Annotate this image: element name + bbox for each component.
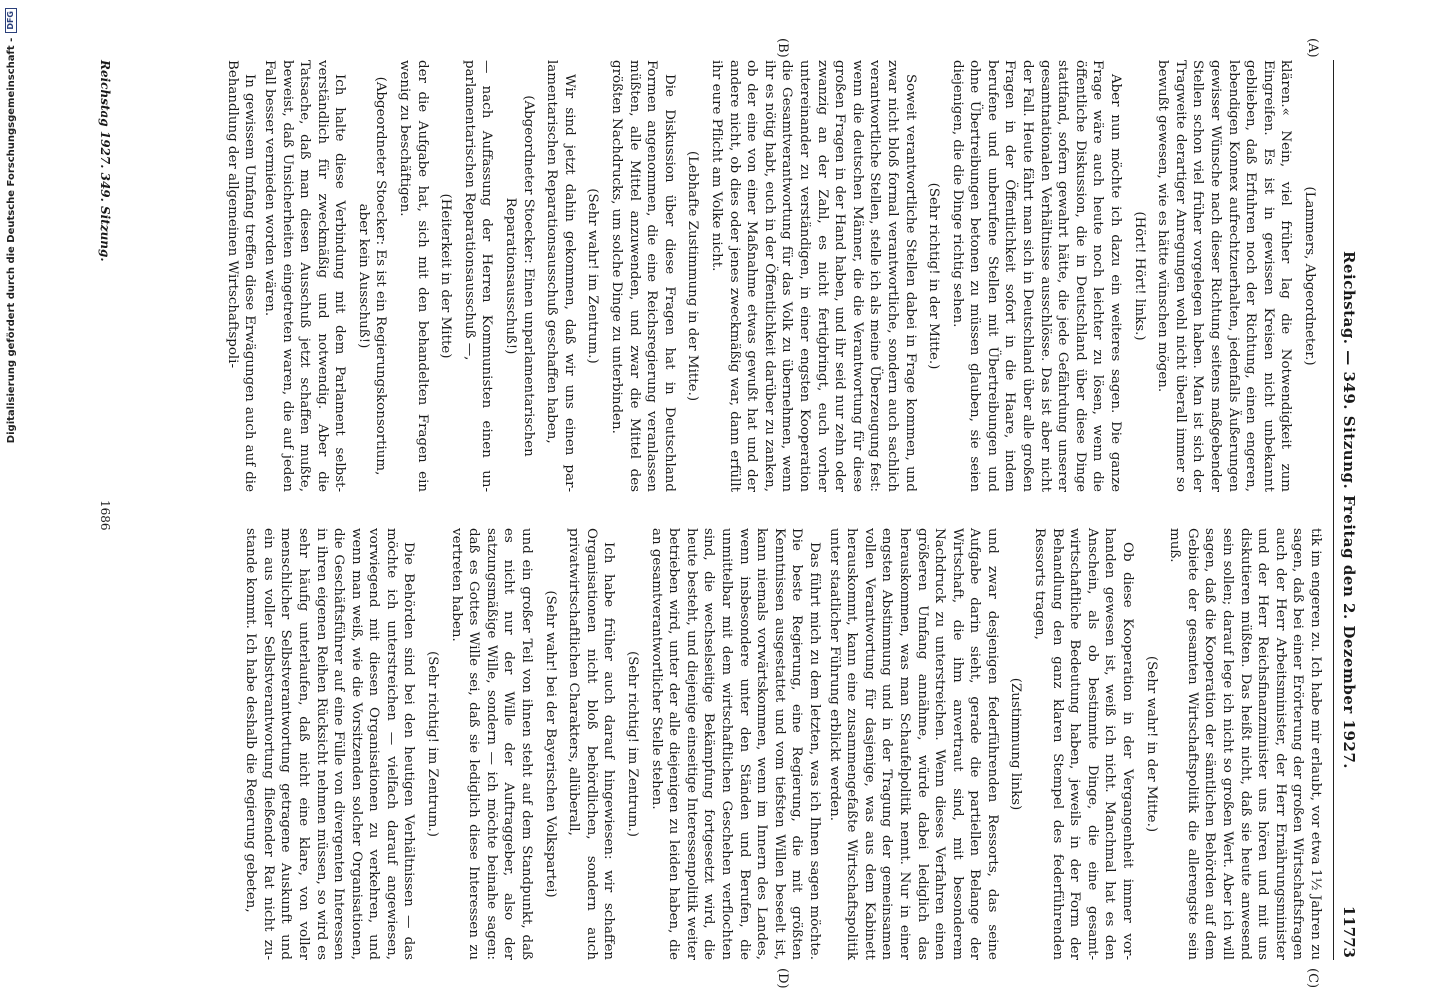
- page-title: Reichstag. — 349. Sitzung. Freitag den 2. Dezember 1927.: [1340, 250, 1358, 769]
- interjection: (Abgeordneter Stoecker: Es ist ein Regierungskonsortium, aber kein Ausschuß!): [355, 76, 389, 476]
- page-header: [1333, 60, 1360, 960]
- interjection: (Sehr wahr! im Zentrum.): [585, 188, 601, 364]
- footer-session: Reichstag 1927. 349. Sitzung.: [98, 60, 112, 262]
- paragraph: Ich habe früher auch darauf hingewiesen: wir schaffen Organisationen nicht bloß behördlichen, sondern auch privatwirtschaftlichen Charakters, allüberall,: [566, 528, 617, 960]
- paragraph: und zwar desjenigen federführenden Ressorts, das seine Aufgabe darin sieht, gerade die partiellen Belange der Wirtschaft, die ihm anvertraut sind, mit besonderem Nachdruck zu unterstreichen. Wenn dieses Verfahren einen größeren Umfang annähme, würde dabei lediglich das herauskommen, was man Schaufelpolitik nennt. Nur in einer engsten Abstimmung und in der Tragung der gemeinsamen vollen Verantwortung für dasjenige, was aus dem Kabinett herauskommt, kann eine zusammengefaßte Wirtschaftspolitik unter staatlicher Führung erblickt werden.: [826, 528, 1000, 960]
- paragraph: und ein großer Teil von ihnen steht auf dem Standpunkt, daß es nicht nur der Wille der Auftraggeber, also der satzungsmäßige Wille, sondern — ich möchte beinahe sagen: daß es Gottes Wille sei, daß sie lediglich diese Interessen zu vertreten haben.: [448, 528, 535, 960]
- interjection: (Lammers, Abgeordneter.): [1302, 186, 1317, 366]
- paragraph: Das führt mich zu dem letzten, was ich Ihnen sagen möchte. Die beste Regierung, eine Regierung, die mit größten Kenntnissen ausgestattet und vom tiefsten Willen beseelt ist, kann niemals vorwärtskommen, wenn im Innern des Landes, wenn insbesondere unter den Ständen und Berufen, die unmittelbar mit dem wirtschaftlichen Geschehen verflochten sind, die wechselseitige Bekämpfung fortgesetzt wird, die heute besteht, und diejenige einseitige Interessenpolitik weiter betrieben wird, unter der alle diejenigen zu leiden haben, die an gesamtverantwortlicher Stelle stehen.: [648, 528, 822, 960]
- interjection: (Sehr richtig! im Zentrum.): [425, 651, 441, 837]
- margin-mark-b: (B): [775, 38, 790, 58]
- paragraph: — nach Auffassung der Herren Kommunisten einen unparlamentarischen Reparationsausschuß —,: [461, 60, 495, 492]
- digitization-credit: [2, 0, 20, 1000]
- interjection: (Hört! Hört! links.): [1131, 211, 1147, 341]
- paragraph: Ob diese Kooperation in der Vergangenheit immer vorhanden gewesen ist, weiß ich nicht. Manchmal hat es den Anschein, als ob bestimmte Dinge, die eine gesamtwirtschaftliche Bedeutung haben, jeweils in der Form der Behandlung den ganz klaren Stempel des federführenden Ressorts tragen,: [1032, 528, 1136, 960]
- interjection: (Sehr richtig! in der Mitte.): [926, 182, 942, 370]
- scanned-page: [90, 38, 1360, 989]
- interjection: (Abgeordneter Stoecker: Einen unparlamentarischen Reparationsausschuß!): [503, 95, 536, 457]
- paragraph: der die Aufgabe hat, sich mit den behandelten Fragen ein wenig zu beschäftigen.: [397, 60, 430, 492]
- interjection: (Zustimmung links): [1008, 677, 1024, 811]
- footer-number: 1686: [98, 500, 112, 531]
- paragraph: In gewissem Umfang treffen diese Erwägungen auch auf die Behandlung der allgemeinen Wirtschaftspoli-: [224, 60, 258, 492]
- margin-mark-d: (D): [775, 968, 790, 989]
- margin-mark-a: (A): [1305, 38, 1320, 58]
- paragraph: tik im engeren zu. Ich habe mir erlaubt, vor etwa 1½ Jahren zu sagen, daß bei einer Erörterung der großen Wirtschaftsfragen auch der Herr Arbeitsminister, der Herr Ernährungsminister und der Herr Reichsfinanzminister uns hören und mit uns diskutieren müßten. Das heißt nicht, daß sie heute anwesend sein sollen; darauf lege ich nicht so großen Wert. Aber ich will sagen, daß die Kooperation der sämtlichen Behörden auf dem Gebiete der gesamten Wirtschaftspolitik die allerengste sein muß.: [1167, 528, 1323, 960]
- interjection: (Lebhafte Zustimmung in der Mitte.): [685, 150, 701, 402]
- left-column: [124, 60, 1324, 492]
- interjection: (Heiterkeit in der Mitte): [438, 193, 454, 359]
- paragraph: Ich halte diese Verbindung mit dem Parlament selbstverständlich für zweckmäßig und notwendig. Aber die Tatsache, daß man diesen Ausschuß jetzt schaffen mußte, beweist, daß Unsicherheiten eingetreten waren, die auf jeden Fall besser vermieden worden wären.: [261, 60, 348, 492]
- dfg-logo: DFG: [5, 8, 17, 33]
- paragraph: Soweit verantwortliche Stellen dabei in Frage kommen, und zwar nicht bloß formal verantwortliche, sondern auch sachlich verantwortliche Stellen, stelle ich als meine Überzeugung fest: wenn die deutschen Männer, die die Verantwortung für diese großen Fragen in der Hand haben, und ihr seid nur zehn oder zwanzig an der Zahl, es nicht fertigbringt, euch vorher untereinander zu verständigen, in einer engsten Kooperation die Gesamtverantwortung für das Volk zu übernehmen, wenn ihr es nötig habt, euch in der Öffentlichkeit darüber zu zanken, ob der eine von einer Maßnahme etwas gewußt hat und der andere nicht, ob dies oder jenes zweckmäßig war, dann erfüllt ihr eure Pflicht am Volke nicht.: [709, 60, 918, 492]
- interjection: (Sehr richtig! im Zentrum.): [625, 651, 641, 837]
- paragraph: Die Behörden sind bei den heutigen Verhältnissen — das möchte ich unterstreichen — vielfach darauf angewiesen, vorwiegend mit diesen Organisationen zu verkehren, und wenn man weiß, wie die Vorsitzenden solcher Organisationen, die Geschäftsführer auf eine Fülle von divergenten Interessen in ihren eigenen Reihen Rücksicht nehmen müssen, so wird es sehr häufig unterlaufen, daß nicht eine klare, von voller menschlicher Selbstverantwortung getragene Auskunft und ein aus voller Selbstverantwortung fließender Rat nicht zustande kommt. Ich habe deshalb die Regierung gebeten,: [243, 528, 417, 960]
- page-number: 11773: [1340, 905, 1358, 958]
- right-column: [124, 528, 1324, 960]
- credit-text: Digitalisierung gefördert durch die Deutsche Forschungsgemeinschaft -: [5, 37, 17, 444]
- interjection: (Sehr wahr! bei der Bayerischen Volkspartei): [542, 590, 558, 898]
- paragraph: Wir sind jetzt dahin gekommen, daß wir uns einen parlamentarischen Reparationsausschuß geschaffen haben,: [544, 60, 577, 492]
- margin-mark-c: (C): [1305, 968, 1320, 989]
- paragraph: Aber nun möchte ich dazu ein weiteres sagen. Die ganze Frage wäre auch heute noch leichter zu lösen, wenn die öffentliche Diskussion, die in Deutschland über diese Dinge stattfand, sofern gewahrt hätte, die jede Gefährdung unserer gesamtnationalen Verhältnisse ausschlösse. Das ist aber nicht der Fall. Heute fährt man sich in Deutschland über alle großen Fragen in der Öffentlichkeit sofort in die Haare, indem berufene und unberufene Stellen mit Übertreibungen und ohne Übertreibungen betonen zu müssen glauben, sie seien diejenigen, die die Dinge richtig sehen.: [949, 60, 1124, 492]
- paragraph: Die Diskussion über diese Fragen hat in Deutschland Formen angenommen, die eine Reichsregierung veranlassen müßten, alle Mittel anzuwenden, und zwar die Mittel des größten Nachdrucks, um solche Dinge zu unterbinden.: [609, 60, 677, 492]
- paragraph: klären.« Nein, viel früher lag die Notwendigkeit zum Eingreifen. Es ist in gewissen Kreisen nicht unbekannt geblieben, daß Erfuhren noch der Richtung, einen engeren, lebendigen Konnex aufrechtzuerhalten, jedenfalls Äußerungen gewisser Wünsche nach dieser Richtung seitens maßgebender Stellen schon viel früher vorgelegen haben. Man ist sich der Tragweite derartiger Anregungen wohl nicht überall immer so bewußt gewesen, wie es hätte wünschen mögen.: [1155, 60, 1294, 492]
- interjection: (Sehr wahr! in der Mitte.): [1143, 655, 1159, 833]
